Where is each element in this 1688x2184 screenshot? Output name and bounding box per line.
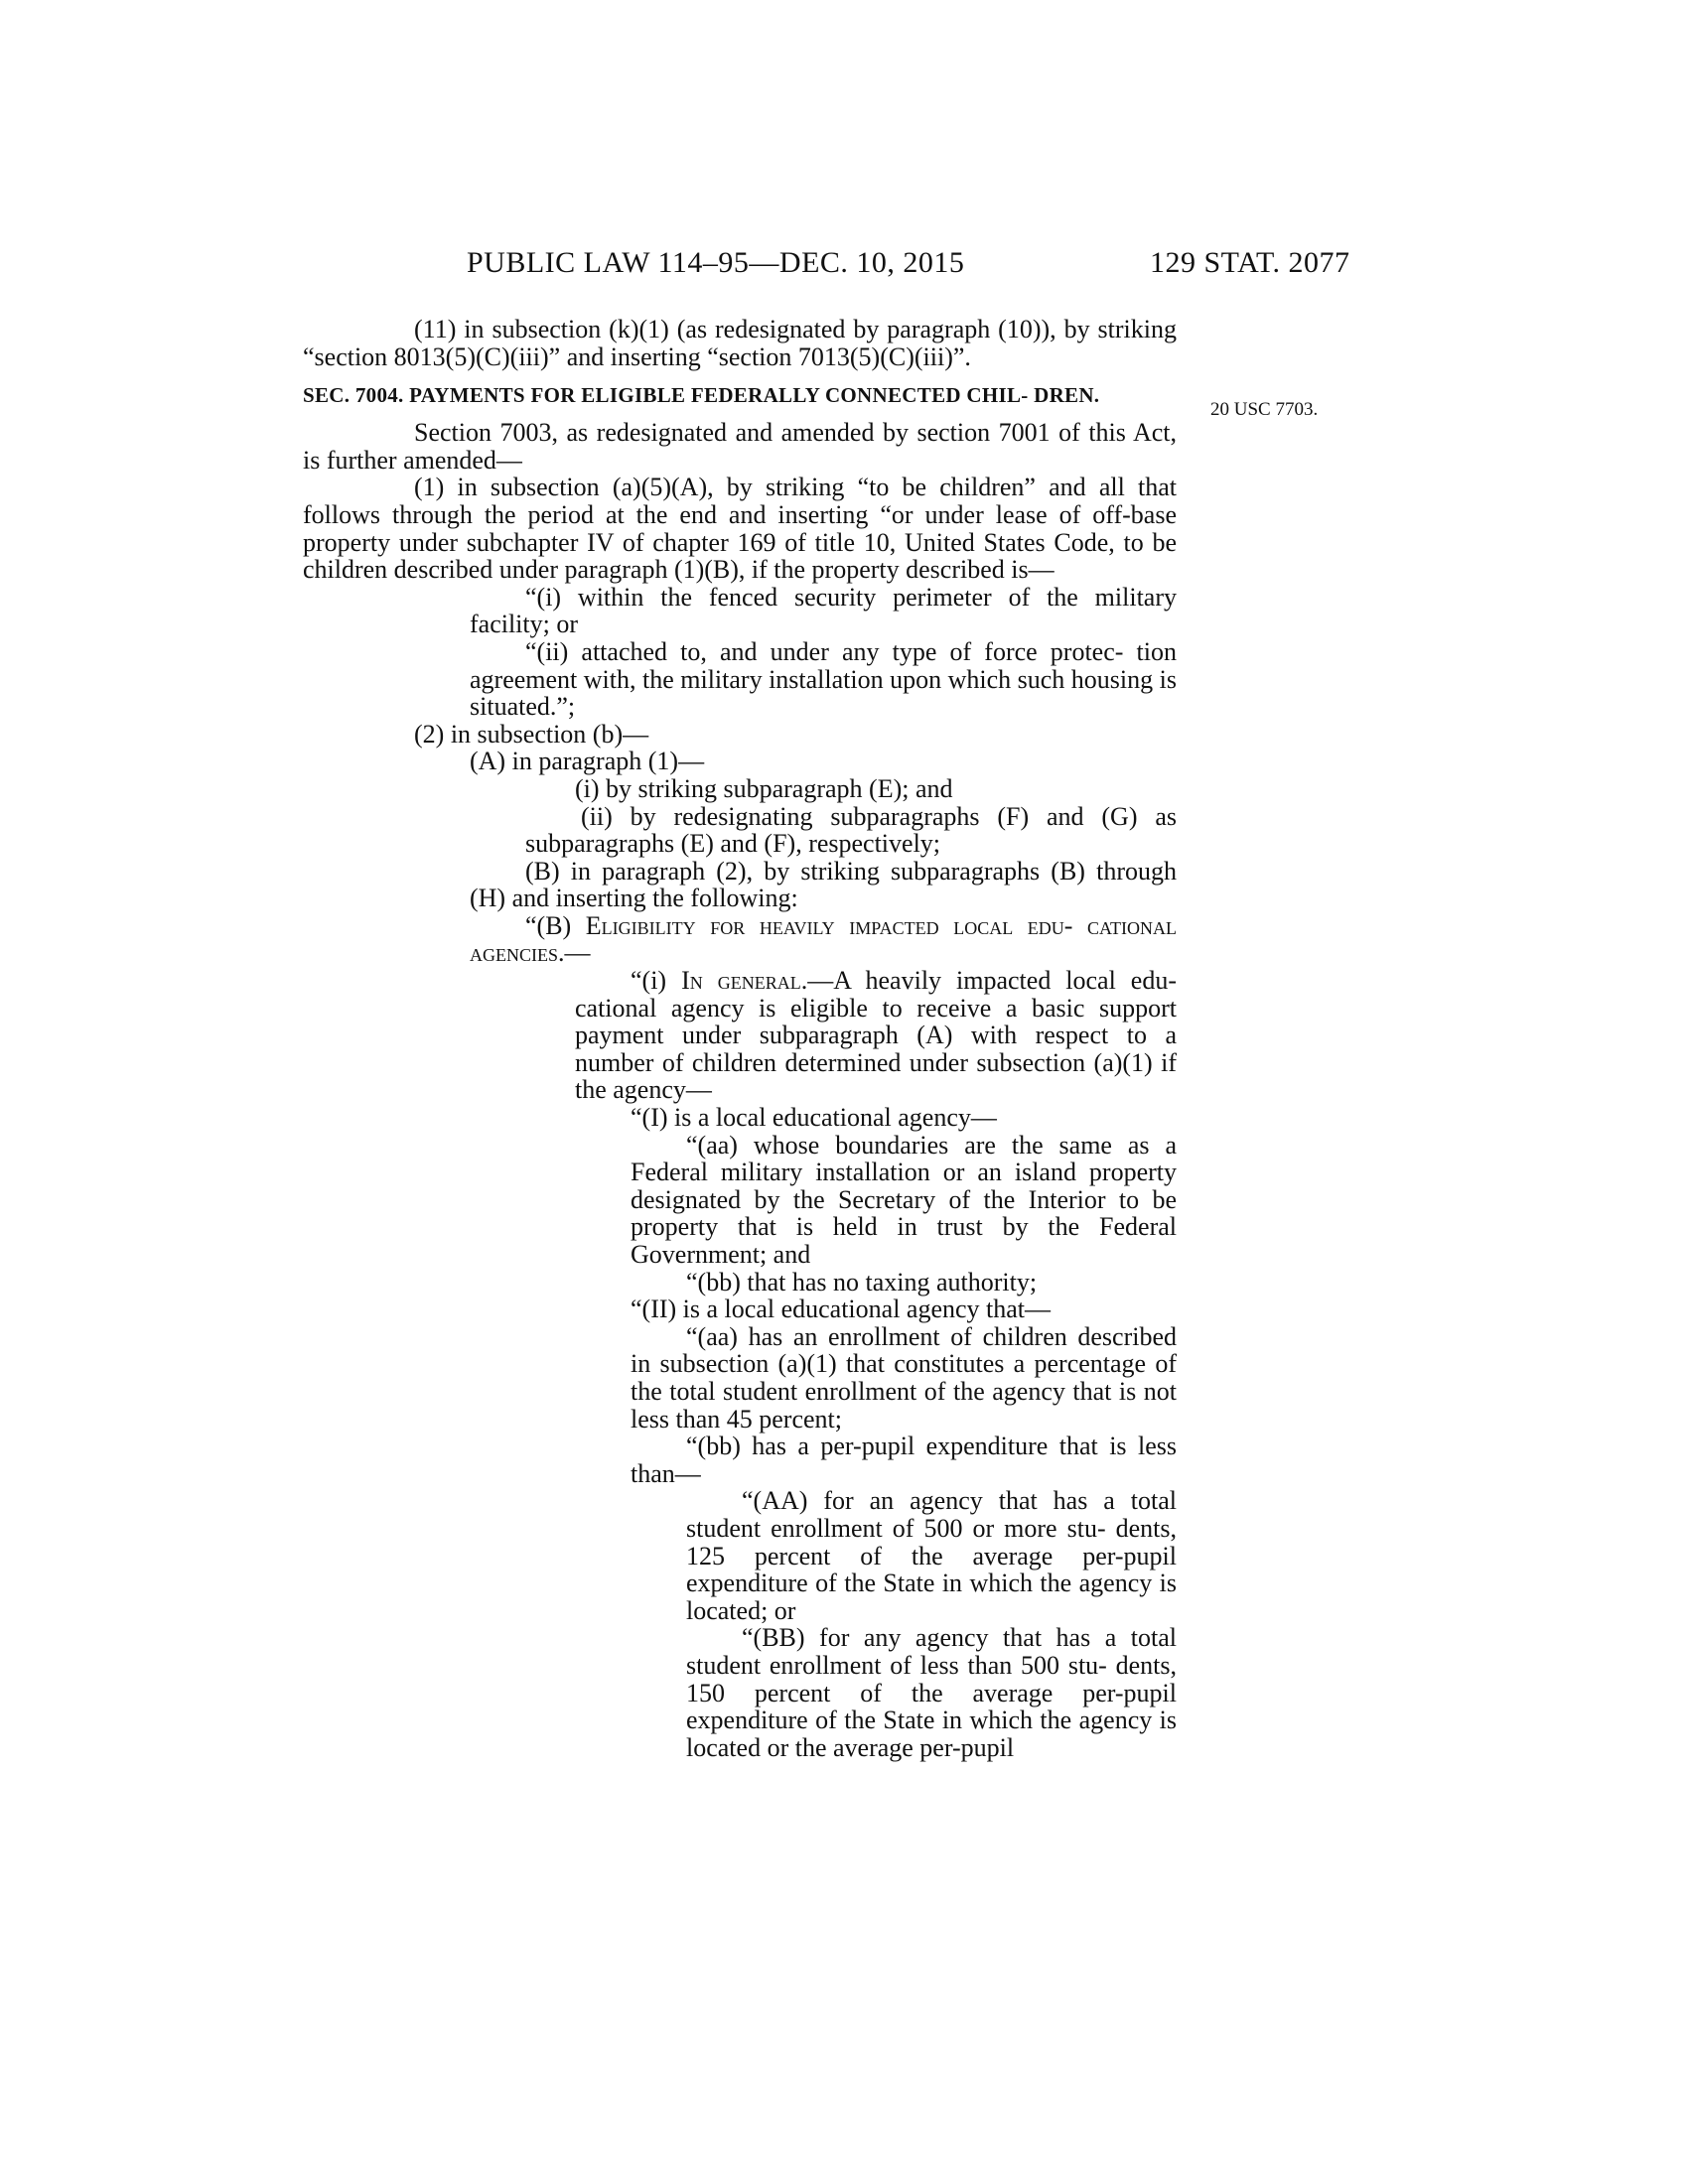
quoted-subitem-AA: “(AA) for an agency that has a total student enrollment of 500 or more stu- dents, 125 percent of the average per-pupil expenditure of the State in which the agency is located; or — [686, 1486, 1177, 1625]
amendment-item-1: (1) in subsection (a)(5)(A), by striking “to be children” and all that follows through the period at the end and inserting “or under lease of off-base property under subchapter IV of chapter 169 of title 10, United States Code, to be children described under paragraph (1)(B), if the property described is— — [303, 473, 1177, 585]
quoted-item-I-aa: “(aa) whose boundaries are the same as a Federal military installation or an island property designated by the Secretary of the Interior to be property that is held in trust by the Federal Government; and — [631, 1130, 1177, 1269]
section-intro: Section 7003, as redesignated and amended by section 7001 of this Act, is further amended— — [303, 418, 1177, 475]
quoted-B-open: “(B) — [525, 910, 572, 940]
quoted-i-heading: In general. — [681, 966, 808, 996]
section-heading: SEC. 7004. PAYMENTS FOR ELIGIBLE FEDERALLY CONNECTED CHIL- DREN. — [303, 383, 1100, 408]
quoted-i-text: —A heavily impacted local edu- cational agency is eligible to receive a basic support payment under subparagraph (A) with respect to a number of children determined under subsection (a)(1) if the agency— — [575, 966, 1177, 1105]
amendment-item-2: (2) in subsection (b)— — [414, 719, 649, 749]
quoted-subitem-BB: “(BB) for any agency that has a total student enrollment of less than 500 stu- dents, 150 percent of the average per-pupil expenditure of the State in which the agency is located or the average per-pupil — [686, 1623, 1177, 1762]
public-law-title: PUBLIC LAW 114–95—DEC. 10, 2015 — [467, 246, 965, 279]
page-header — [0, 246, 1688, 290]
statute-page-number: 129 STAT. 2077 — [1150, 246, 1350, 279]
usc-margin-citation: 20 USC 7703. — [1210, 399, 1319, 420]
amendment-item-2-B: (B) in paragraph (2), by striking subparagraphs (B) through (H) and inserting the following: — [470, 856, 1177, 913]
quoted-B-heading: Eligibility for heavily impacted local edu- cational agencies.— — [470, 910, 1178, 968]
amendment-item-2-A-ii: (ii) by redesignating subparagraphs (F) and (G) as subparagraphs (E) and (F), respectively; — [525, 801, 1177, 859]
statute-body — [303, 316, 1177, 1761]
amendment-item-2-A: (A) in paragraph (1)— — [470, 747, 705, 776]
paragraph-11: (11) in subsection (k)(1) (as redesignated by paragraph (10)), by striking “section 8013(5)(C)(iii)” and inserting “section 7013(5)(C)(iii)”. — [303, 315, 1177, 371]
quoted-item-I-bb: “(bb) that has no taxing authority; — [686, 1267, 1038, 1297]
amendment-item-1-i: “(i) within the fenced security perimeter of the military facility; or — [470, 582, 1177, 639]
quoted-subclause-I: “(I) is a local educational agency— — [631, 1103, 997, 1133]
amendment-item-1-ii: “(ii) attached to, and under any type of force protec- tion agreement with, the military installation upon which such housing is situated.”; — [470, 636, 1177, 722]
amendment-item-2-A-i: (i) by striking subparagraph (E); and — [575, 773, 953, 803]
quoted-subparagraph-B — [303, 912, 1177, 967]
quoted-item-II-bb: “(bb) has a per-pupil expenditure that is less than— — [631, 1432, 1177, 1488]
quoted-subclause-II: “(II) is a local educational agency that— — [631, 1295, 1052, 1324]
quoted-item-II-aa: “(aa) has an enrollment of children described in subsection (a)(1) that constitutes a percentage of the total student enrollment of the agency that is not less than 45 percent; — [631, 1321, 1177, 1433]
quoted-clause-i — [303, 967, 1177, 1104]
quoted-i-open: “(i) — [631, 966, 667, 996]
